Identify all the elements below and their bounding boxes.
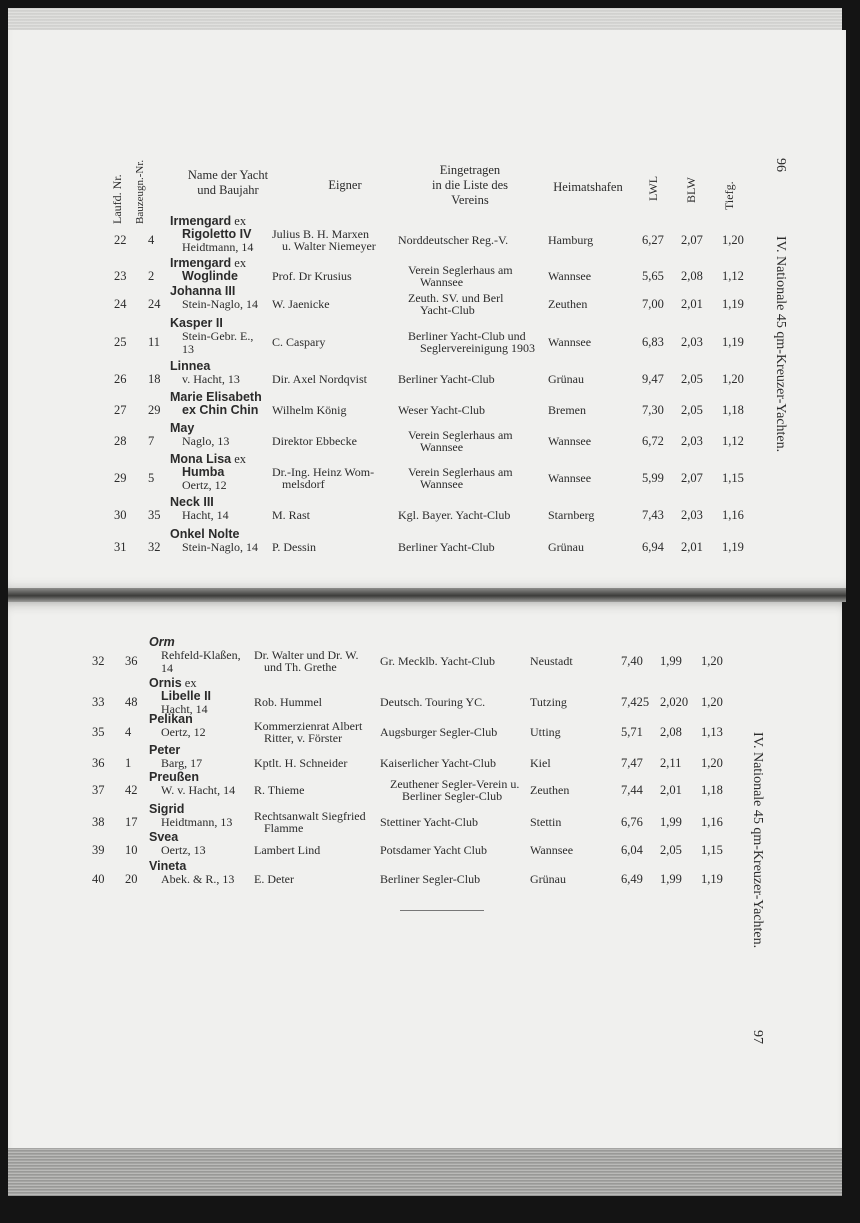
value-tiefg: 1,15 [701,842,723,857]
row-bauzeugn-number: 24 [148,296,161,311]
value-lwl: 7,00 [642,296,664,311]
builder-year: Oertz, 13 [161,843,206,857]
row-laufd-number: 25 [114,335,127,349]
value-tiefg: 1,12 [722,268,744,283]
yacht-name-block [149,860,234,886]
club-line1: Zeuthener Segler-Verein u. [390,776,520,791]
value-lwl: 7,425 [621,695,650,709]
yacht-name-text: Marie Elisabeth [170,390,262,404]
header-heimatshafen: Heimatshafen [553,180,623,194]
row-laufd-number: 39 [92,842,105,857]
owner: Wilhelm König [272,402,347,417]
value-blw: 2,01 [681,296,703,311]
value-blw: 1,99 [660,654,682,668]
value-blw: 2,03 [681,507,703,522]
yacht-name-former: ex [181,676,197,690]
header-eingetragen-line3: Vereins [451,193,489,207]
value-tiefg: 1,18 [722,402,744,417]
row-bauzeugn-number: 7 [148,433,155,448]
home-port: Utting [530,724,561,739]
builder-year: Naglo, 13 [182,434,230,448]
club: Berliner Yacht-Club [398,371,495,386]
value-lwl: 7,47 [621,755,643,770]
home-port: Wannsee [548,268,592,283]
header-blw: BLW [684,177,698,203]
yacht-name-text: Linnea [170,359,211,373]
owner: Rob. Hummel [254,695,322,709]
club-line1: Verein Seglerhaus am [408,465,513,479]
row-laufd-number: 28 [114,433,127,448]
home-port: Neustadt [530,654,573,668]
row-laufd-number: 33 [92,695,105,709]
row-laufd-number: 29 [114,471,127,485]
club: Kaiserlicher Yacht-Club [380,755,496,770]
home-port: Starnberg [548,507,595,522]
row-bauzeugn-number: 18 [148,371,161,386]
home-port: Zeuthen [548,296,588,311]
yacht-name-text: Svea [149,830,179,844]
value-tiefg: 1,20 [701,695,723,709]
builder-year: Rehfeld-Klaßen, [161,648,241,662]
value-blw: 2,08 [681,268,703,283]
club: Potsdamer Yacht Club [380,842,488,857]
row-bauzeugn-number: 10 [125,842,138,857]
header-bauzeugn: Bauzeugn.-Nr. [134,159,146,224]
header-eingetragen-line2: in die Liste des [431,178,509,192]
club-line2: Wannsee [420,477,464,491]
value-tiefg: 1,20 [701,654,723,668]
row-laufd-number: 31 [114,539,127,554]
row-laufd-number: 30 [114,507,127,522]
page-number-upper: 96 [773,158,788,172]
value-lwl: 5,65 [642,268,664,283]
owner-line1: Dr. Walter und Dr. W. [254,648,359,662]
value-tiefg: 1,20 [722,233,744,247]
club-line2: Wannsee [420,439,464,454]
owner-line2: Flamme [264,820,304,835]
value-lwl: 6,04 [621,842,643,857]
builder-year: Stein-Gebr. E., [182,329,254,343]
value-blw: 2,020 [660,695,689,709]
yacht-name-text: Mona Lisa [170,452,232,466]
yacht-name-block [170,215,253,254]
value-blw: 2,07 [681,233,703,247]
value-tiefg: 1,13 [701,724,723,739]
row-laufd-number: 37 [92,782,105,797]
yacht-name-block [149,771,235,797]
owner: W. Jaenicke [272,296,330,311]
yacht-name-block [149,636,241,675]
value-lwl: 9,47 [642,371,664,386]
home-port: Kiel [530,755,551,770]
club-line2: Seglervereinigung 1903 [420,341,535,355]
yacht-name-block [170,453,246,492]
yacht-name-text: Johanna III [170,284,236,298]
value-lwl: 7,44 [621,782,643,797]
value-lwl: 6,76 [621,814,643,829]
owner: Dir. Axel Nordqvist [272,371,367,386]
builder-year: Heidtmann, 14 [182,240,254,254]
row-bauzeugn-number: 29 [148,402,161,417]
club-line2: Yacht-Club [420,302,475,317]
header-eigner: Eigner [328,178,362,192]
yacht-former-name: Rigoletto IV [182,227,252,241]
home-port: Bremen [548,402,586,417]
row-bauzeugn-number: 4 [148,233,155,247]
home-port: Hamburg [548,233,594,247]
row-laufd-number: 35 [92,724,105,739]
row-bauzeugn-number: 1 [125,755,132,770]
yacht-name-text: Pelikan [149,712,193,726]
club: Augsburger Segler-Club [380,724,498,739]
home-port: Wannsee [548,433,592,448]
yacht-name-block [149,803,232,829]
value-lwl: 6,83 [642,335,664,349]
value-tiefg: 1,20 [722,371,744,386]
yacht-name-text: May [170,421,195,435]
yacht-former-name: Woglinde [182,269,239,283]
club-line1: Berliner Yacht-Club und [408,329,526,343]
row-laufd-number: 26 [114,371,127,386]
value-blw: 2,05 [681,371,703,386]
owner-line2: melsdorf [282,477,325,491]
row-laufd-number: 22 [114,233,127,247]
value-lwl: 7,30 [642,402,664,417]
owner: M. Rast [272,507,311,522]
yacht-name-text: Ornis [149,676,182,690]
club: Berliner Yacht-Club [398,539,495,554]
owner-line1: Julius B. H. Marxen [272,227,369,241]
builder-year: Abek. & R., 13 [161,872,235,886]
row-laufd-number: 27 [114,402,127,417]
club: Kgl. Bayer. Yacht-Club [398,507,511,522]
value-blw: 2,11 [660,755,682,770]
row-bauzeugn-number: 20 [125,871,138,886]
row-bauzeugn-number: 48 [125,695,138,709]
owner: Kptlt. H. Schneider [254,755,348,770]
home-port: Tutzing [530,695,567,709]
row-laufd-number: 23 [114,268,127,283]
yacht-name-text: Kasper II [170,316,223,330]
yacht-name-text: Onkel Nolte [170,527,240,541]
value-blw: 2,01 [660,782,682,797]
yacht-name-text: Orm [149,635,175,649]
club: Norddeutscher Reg.-V. [398,233,509,247]
owner-line1: Kommerzienrat Albert [254,718,363,733]
value-lwl: 5,71 [621,724,643,739]
value-lwl: 6,27 [642,233,664,247]
yacht-name-block [149,677,211,716]
owner: C. Caspary [272,335,326,349]
header-name [168,168,288,198]
value-blw: 1,99 [660,871,682,886]
value-tiefg: 1,19 [722,335,744,349]
home-port: Grünau [548,371,584,386]
owner: Direktor Ebbecke [272,433,357,448]
row-bauzeugn-number: 36 [125,654,138,668]
row-bauzeugn-number: 11 [148,335,161,349]
value-lwl: 7,43 [642,507,664,522]
closing-rule [400,910,484,911]
builder-year: Stein-Naglo, 14 [182,297,258,311]
value-tiefg: 1,19 [701,871,723,886]
header-lwl: LWL [646,175,660,201]
yacht-name-block [170,285,258,311]
value-tiefg: 1,20 [701,755,723,770]
row-laufd-number: 36 [92,755,105,770]
builder-year: Heidtmann, 13 [161,815,233,829]
builder-year: v. Hacht, 13 [182,372,240,386]
yacht-name-block [170,496,229,522]
row-bauzeugn-number: 35 [148,507,161,522]
book-gutter [8,588,846,602]
club: Weser Yacht-Club [398,402,486,417]
value-blw: 2,05 [681,402,703,417]
value-tiefg: 1,16 [701,814,723,829]
owner-line2: u. Walter Niemeyer [282,239,376,253]
yacht-name-former: ex [231,452,247,466]
value-blw: 1,99 [660,814,682,829]
club-line1: Verein Seglerhaus am [408,427,513,442]
value-tiefg: 1,19 [722,539,744,554]
home-port: Grünau [530,871,566,886]
home-port: Zeuthen [530,782,570,797]
home-port: Wannsee [548,335,592,349]
owner-line2: und Th. Grethe [264,660,337,674]
value-lwl: 7,40 [621,654,643,668]
builder-year: 13 [182,342,194,356]
home-port: Stettin [530,814,562,829]
row-bauzeugn-number: 32 [148,539,161,554]
value-tiefg: 1,18 [701,782,723,797]
yacht-name-block [170,317,253,356]
builder-year: 14 [161,661,173,675]
row-laufd-number: 38 [92,814,105,829]
value-blw: 2,01 [681,539,703,554]
yacht-former-name: Libelle II [161,689,212,703]
row-bauzeugn-number: 5 [148,471,155,485]
club-line1: Verein Seglerhaus am [408,262,513,277]
value-blw: 2,03 [681,433,703,448]
value-tiefg: 1,12 [722,433,744,448]
club: Deutsch. Touring YC. [380,695,486,709]
row-bauzeugn-number: 42 [125,782,138,797]
row-bauzeugn-number: 2 [148,268,155,283]
value-lwl: 5,99 [642,471,664,485]
yacht-name-former: ex [231,256,247,270]
value-blw: 2,08 [660,724,682,739]
header-name-line2: und Baujahr [197,183,259,197]
yacht-name-text: Sigrid [149,802,185,816]
yacht-name-text: Vineta [149,859,187,873]
owner: Lambert Lind [254,842,321,857]
yacht-name-text: Irmengard [170,214,232,228]
club: Gr. Mecklb. Yacht-Club [380,654,495,668]
value-blw: 2,05 [660,842,682,857]
builder-year: Oertz, 12 [182,478,227,492]
yacht-name-block [170,257,246,283]
yacht-former-name: Humba [182,465,225,479]
owner: E. Deter [254,871,294,886]
home-port: Wannsee [548,471,592,485]
club: Berliner Segler-Club [380,871,481,886]
builder-year: Hacht, 14 [182,508,229,522]
yacht-name-former: ex [231,214,247,228]
yacht-name-block [170,422,229,448]
header-tiefg: Tiefg. [722,181,736,210]
yacht-name-text: Irmengard [170,256,232,270]
value-lwl: 6,72 [642,433,664,448]
page-number-lower: 97 [750,1030,765,1044]
running-header-upper: IV. Nationale 45 qm-Kreuzer-Yachten. [773,236,788,453]
value-tiefg: 1,15 [722,471,744,485]
yacht-name-block [170,528,258,554]
yacht-name-block [149,831,206,857]
value-blw: 2,07 [681,471,703,485]
club-line1: Zeuth. SV. und Berl [408,290,504,305]
owner: Prof. Dr Krusius [272,268,352,283]
builder-year: W. v. Hacht, 14 [161,783,236,797]
owner: P. Dessin [272,539,317,554]
running-header-lower: IV. Nationale 45 qm-Kreuzer-Yachten. [750,732,765,949]
header-eingetragen-line1: Eingetragen [439,163,501,177]
yacht-name-block [149,744,202,770]
club-line2: Berliner Segler-Club [402,788,503,803]
yacht-name-text: Neck III [170,495,214,509]
page-stack-bottom-edge [8,1142,842,1196]
builder-year: Oertz, 12 [161,725,206,739]
row-laufd-number: 24 [114,296,127,311]
row-bauzeugn-number: 4 [125,724,132,739]
owner: R. Thieme [254,782,305,797]
yacht-name-text: Peter [149,743,181,757]
header-laufd: Laufd. Nr. [110,174,124,224]
yacht-name-block [149,713,206,739]
row-laufd-number: 40 [92,871,105,886]
yacht-name-block [170,360,240,386]
builder-year: Stein-Naglo, 14 [182,540,258,554]
value-lwl: 6,94 [642,539,664,554]
builder-year: Barg, 17 [161,756,203,770]
row-bauzeugn-number: 17 [125,814,138,829]
yacht-name-text: Preußen [149,770,200,784]
club: Stettiner Yacht-Club [380,814,478,829]
header-name-line1: Name der Yacht [187,168,269,182]
builder-year: Hacht, 14 [161,702,208,716]
value-lwl: 6,49 [621,871,643,886]
club-line2: Wannsee [420,274,464,289]
home-port: Grünau [548,539,584,554]
header-eingetragen [400,163,540,208]
value-tiefg: 1,16 [722,507,744,522]
value-tiefg: 1,19 [722,296,744,311]
owner-line1: Dr.-Ing. Heinz Wom- [272,465,375,479]
yacht-name-block [170,391,262,417]
row-laufd-number: 32 [92,654,105,668]
home-port: Wannsee [530,842,574,857]
value-blw: 2,03 [681,335,703,349]
owner-line2: Ritter, v. Förster [264,730,343,745]
yacht-former-name: ex Chin Chin [182,403,259,417]
owner-line1: Rechtsanwalt Siegfried [254,808,366,823]
